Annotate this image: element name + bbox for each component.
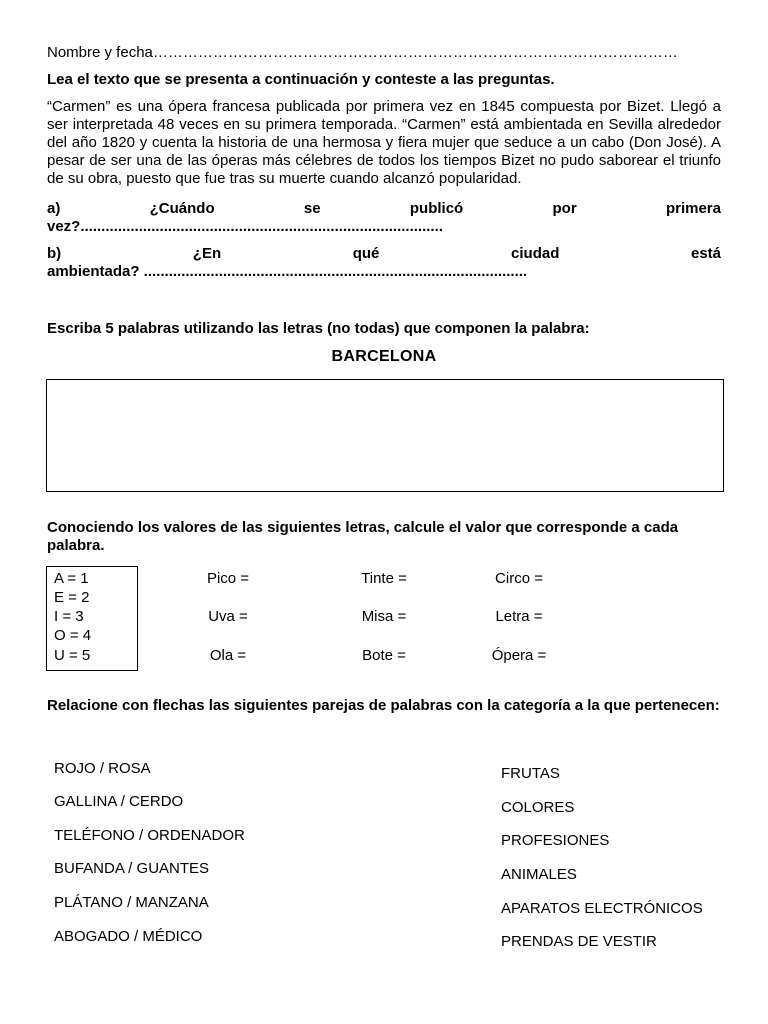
category: ANIMALES <box>501 866 577 883</box>
target-word: BARCELONA <box>331 348 437 365</box>
calc-word: Letra = <box>495 608 543 625</box>
reading-instruction: Lea el texto que se presenta a continuación y conteste a las preguntas. <box>47 71 555 88</box>
word-pair: GALLINA / CERDO <box>54 793 184 810</box>
letter-value: I = 3 <box>54 608 84 625</box>
letter-value: E = 2 <box>54 589 90 606</box>
calc-word: Pico = <box>206 570 250 587</box>
question-b-answer-line: ambientada? ............................................................................................ <box>47 263 528 280</box>
match-instruction: Relacione con flechas las siguientes parejas de palabras con la categoría a la que pertenecen: <box>47 697 720 714</box>
calc-word: Misa = <box>361 608 407 625</box>
category: PRENDAS DE VESTIR <box>501 933 657 950</box>
letter-value: U = 5 <box>54 647 91 664</box>
name-date-line: Nombre y fecha…………………………………………………………………………………………… <box>47 44 678 61</box>
category: APARATOS ELECTRÓNICOS <box>501 900 703 917</box>
word-pair: BUFANDA / GUANTES <box>54 860 210 877</box>
reading-passage: “Carmen” es una ópera francesa publicada por primera vez en 1845 compuesta por Bizet. Llegó a ser interpretada 48 veces en su primera temporada. “Carmen” está ambientada en Sevilla alrededor del año 1820 y cuenta la historia de una hermosa y fiera mujer que seduce a un cabo (Don José). A pesar de ser una de las óperas más célebres de todos los tiempos Bizet no pudo saborear el triunfo de su obra, puesto que fue tras su muerte cuando alcanzó popularidad. <box>47 98 721 187</box>
calc-word: Circo = <box>495 570 543 587</box>
words-instruction: Escriba 5 palabras utilizando las letras (no todas) que componen la palabra: <box>47 320 590 337</box>
letter-values-box <box>46 566 138 671</box>
question-a-answer-line: vez?....................................................................................... <box>47 218 443 235</box>
question-a-text: a) ¿Cuándo se publicó por primera <box>47 200 721 217</box>
calc-word: Bote = <box>362 647 406 664</box>
question-a <box>47 200 721 236</box>
calc-word: Uva = <box>208 608 248 625</box>
category: COLORES <box>501 799 575 816</box>
calc-word: Ópera = <box>491 647 547 664</box>
letter-value: O = 4 <box>54 627 92 644</box>
letter-value: A = 1 <box>54 570 89 587</box>
values-instruction: Conociendo los valores de las siguientes letras, calcule el valor que corresponde a cada palabra. <box>47 519 679 554</box>
question-b <box>47 245 721 281</box>
word-pair: ABOGADO / MÉDICO <box>54 928 203 945</box>
word-pair: TELÉFONO / ORDENADOR <box>54 827 245 844</box>
word-pair: ROJO / ROSA <box>54 760 151 777</box>
word-pair: PLÁTANO / MANZANA <box>54 894 209 911</box>
calc-word: Tinte = <box>361 570 407 587</box>
category: PROFESIONES <box>501 832 610 849</box>
calc-word: Ola = <box>209 647 247 664</box>
category: FRUTAS <box>501 765 560 782</box>
question-b-text: b) ¿En qué ciudad está <box>47 245 721 262</box>
words-answer-box[interactable] <box>46 379 724 492</box>
